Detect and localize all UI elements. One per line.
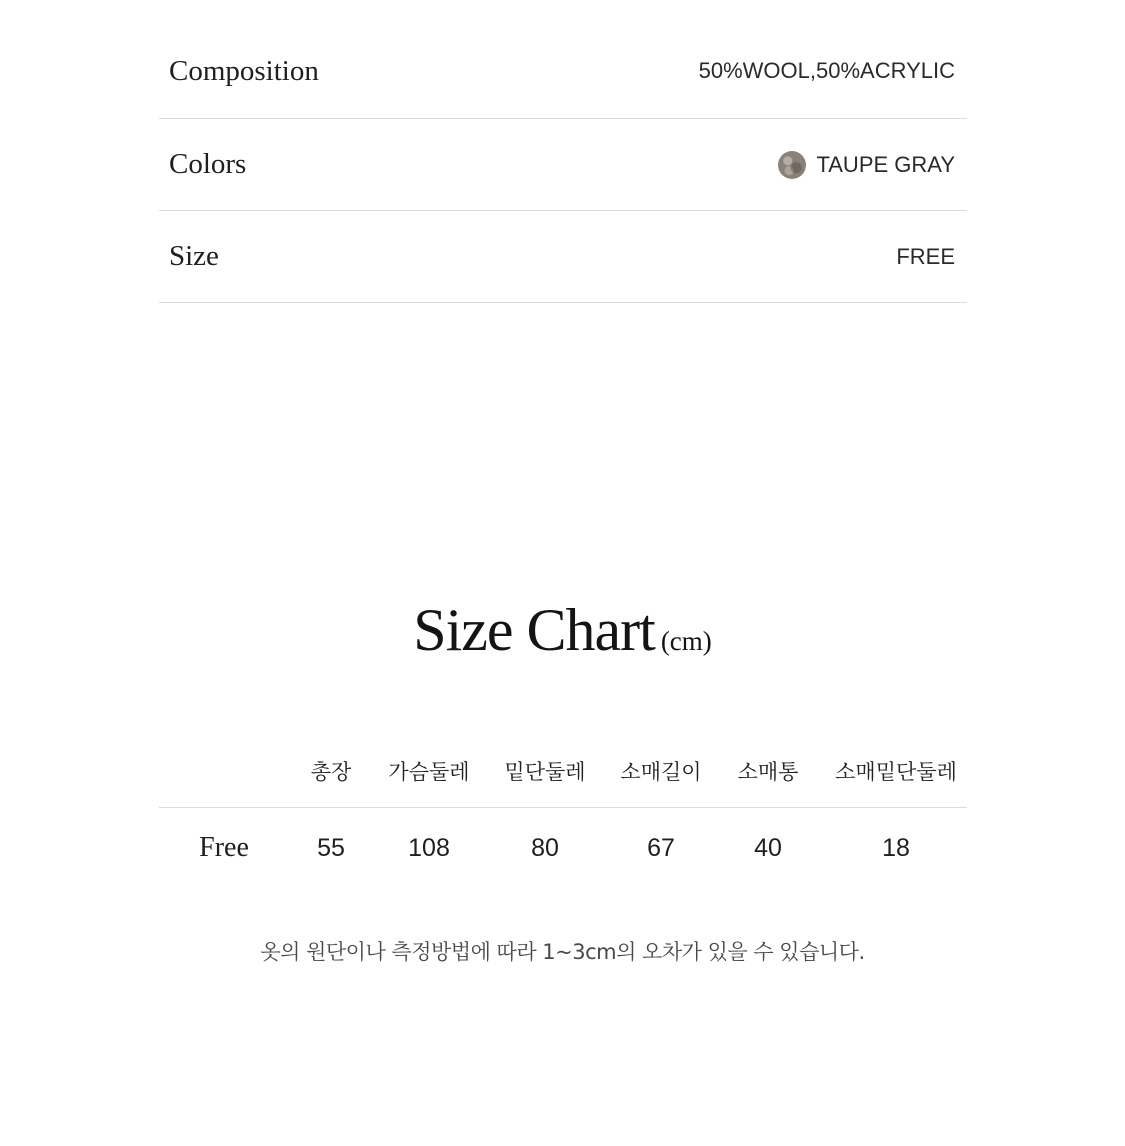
header-sleeve-length: 소매길이 [620, 759, 702, 784]
value-hem: 80 [531, 833, 559, 862]
colors-value-group [778, 151, 955, 179]
measurement-note: 옷의 원단이나 측정방법에 따라 1~3cm의 오차가 있을 수 있습니다. [260, 940, 865, 964]
spec-row-composition [159, 24, 967, 119]
value-sleeve-width: 40 [754, 833, 782, 862]
spec-row-size [159, 211, 967, 303]
table-row [159, 808, 967, 888]
size-label: Size [169, 240, 219, 272]
value-total-length: 55 [317, 833, 345, 862]
colors-label: Colors [169, 148, 247, 180]
size-chart-table [159, 740, 967, 888]
value-sleeve-hem: 18 [882, 833, 910, 862]
header-hem: 밑단둘레 [504, 759, 586, 784]
size-chart-title [0, 596, 1125, 665]
header-chest: 가슴둘레 [388, 759, 470, 784]
size-chart-unit: (cm) [660, 626, 712, 656]
size-value: FREE [896, 243, 955, 269]
composition-label: Composition [169, 54, 319, 87]
header-sleeve-hem: 소매밑단둘레 [835, 759, 957, 784]
value-chest: 108 [408, 833, 450, 862]
color-name: TAUPE GRAY [816, 151, 955, 177]
header-sleeve-width: 소매통 [737, 759, 799, 784]
row-label-free: Free [199, 832, 249, 863]
color-swatch-icon [778, 151, 806, 179]
value-sleeve-length: 67 [647, 833, 675, 862]
spec-row-colors [159, 119, 967, 211]
header-total-length: 총장 [310, 759, 352, 784]
product-spec-table [159, 24, 967, 303]
composition-value: 50%WOOL,50%ACRYLIC [698, 58, 955, 83]
size-chart-heading: Size Chart [413, 597, 655, 663]
size-chart-header-row [159, 740, 967, 808]
